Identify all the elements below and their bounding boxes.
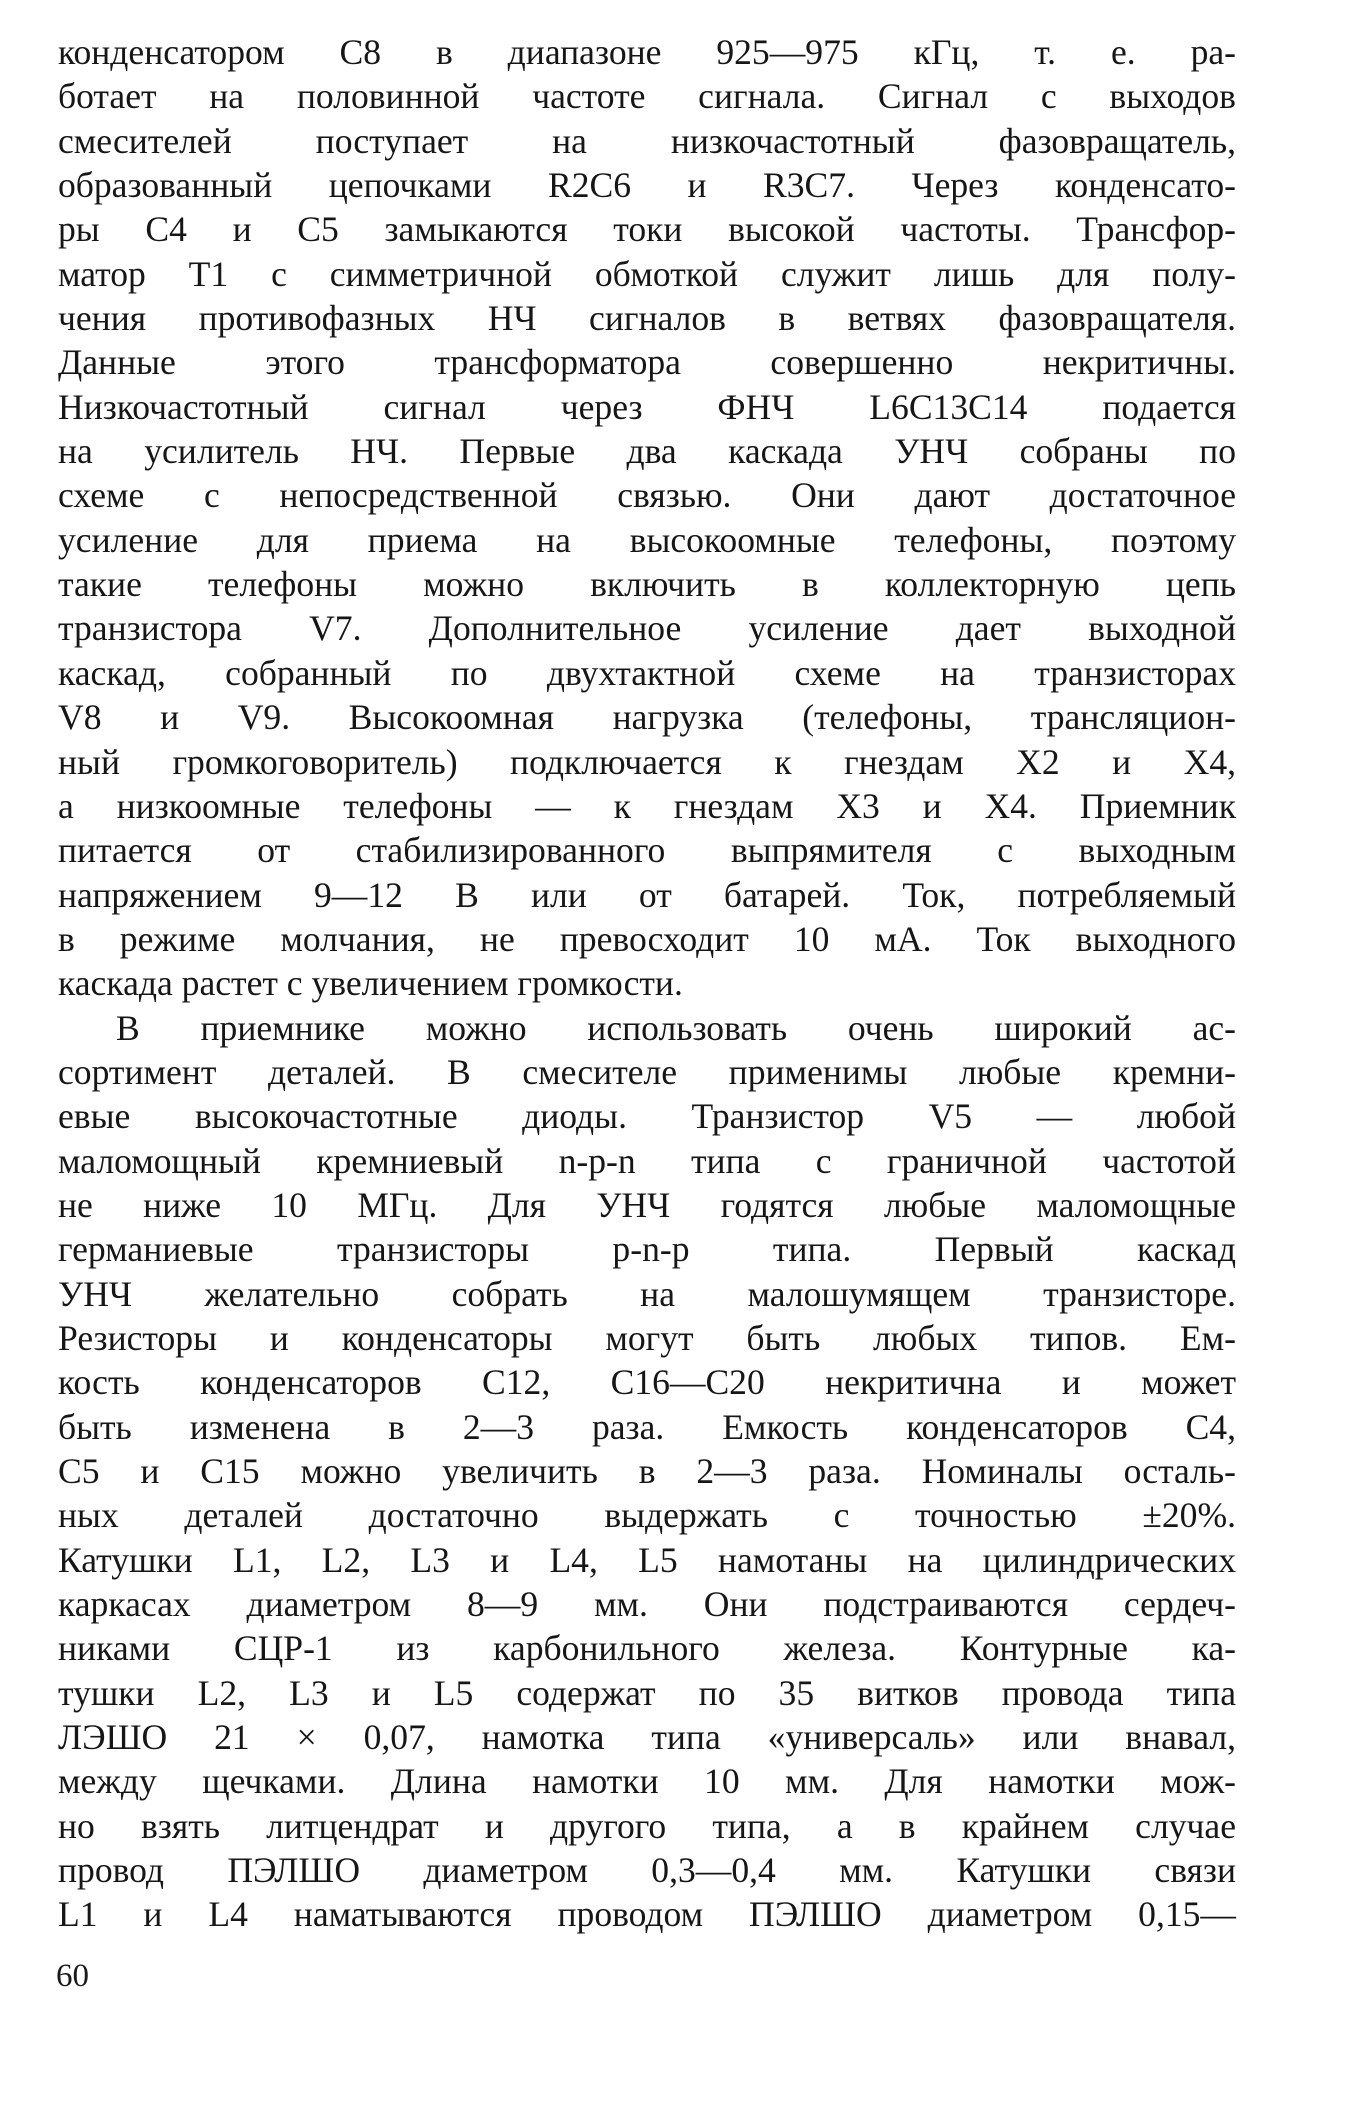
text-line: евые высокочастотные диоды. Транзистор V5 — любой <box>58 1096 1236 1137</box>
page-body <box>58 30 1236 1937</box>
text-line: быть изменена в 2—3 раза. Емкость конденсаторов С4, <box>58 1406 1236 1447</box>
text-line: между щечками. Длина намотки 10 мм. Для намотки мож- <box>58 1761 1236 1802</box>
text-line: УНЧ желательно собрать на малошумящем транзисторе. <box>58 1273 1236 1314</box>
text-line: схеме с непосредственной связью. Они дают достаточное <box>58 475 1236 516</box>
text-line: напряжением 9—12 В или от батарей. Ток, потребляемый <box>58 874 1236 915</box>
text-line: каскад, собранный по двухтактной схеме на транзисторах <box>58 652 1236 693</box>
text-line: на усилитель НЧ. Первые два каскада УНЧ собраны по <box>58 431 1236 472</box>
paragraph-2 <box>58 1006 1236 1937</box>
text-line: транзистора V7. Дополнительное усиление дает выходной <box>58 608 1236 649</box>
text-line: Данные этого трансформатора совершенно некритичны. <box>58 342 1236 383</box>
page-number: 60 <box>56 1958 89 1994</box>
text-line: а низкоомные телефоны — к гнездам X3 и X4. Приемник <box>58 785 1236 826</box>
text-line: ботает на половинной частоте сигнала. Сигнал с выходов <box>58 76 1236 117</box>
text-line: С5 и С15 можно увеличить в 2—3 раза. Номиналы осталь- <box>58 1451 1236 1491</box>
text-line: ЛЭШО 21 × 0,07, намотка типа «универсаль» или внавал, <box>58 1717 1236 1758</box>
text-line: в режиме молчания, не превосходит 10 мА. Ток выходного <box>58 918 1236 959</box>
text-line: кость конденсаторов С12, С16—С20 некритична и может <box>58 1362 1236 1403</box>
text-line: смесителей поступает на низкочастотный фазовращатель, <box>58 120 1236 161</box>
text-line: чения противофазных НЧ сигналов в ветвях фазовращателя. <box>58 298 1236 339</box>
text-line: образованный цепочками R2C6 и R3C7. Через конденсато- <box>58 165 1236 206</box>
text-line: усиление для приема на высокоомные телефоны, поэтому <box>58 519 1236 560</box>
text-line: конденсатором С8 в диапазоне 925—975 кГц, т. е. ра- <box>58 32 1236 72</box>
text-line: Резисторы и конденсаторы могут быть любых типов. Ем- <box>58 1317 1236 1358</box>
text-line: каркасах диаметром 8—9 мм. Они подстраиваются сердеч- <box>58 1584 1236 1625</box>
text-line: матор T1 с симметричной обмоткой служит лишь для полу- <box>58 253 1236 294</box>
text-line: тушки L2, L3 и L5 содержат по 35 витков провода типа <box>58 1672 1236 1713</box>
text-line: ный громкоговоритель) подключается к гнездам X2 и X4, <box>58 741 1236 782</box>
text-line: В приемнике можно использовать очень широкий ас- <box>116 1007 1236 1048</box>
text-line: не ниже 10 МГц. Для УНЧ годятся любые маломощные <box>58 1184 1236 1225</box>
text-line: L1 и L4 наматываются проводом ПЭЛШО диаметром 0,15— <box>58 1894 1236 1935</box>
text-line: такие телефоны можно включить в коллекторную цепь <box>58 564 1236 605</box>
text-line: но взять литцендрат и другого типа, а в крайнем случае <box>58 1805 1236 1846</box>
text-line: никами СЦР-1 из карбонильного железа. Контурные ка- <box>58 1628 1236 1669</box>
paragraph-1 <box>58 30 1236 1006</box>
text-line: ных деталей достаточно выдержать с точностью ±20%. <box>58 1495 1236 1536</box>
text-line: питается от стабилизированного выпрямителя с выходным <box>58 830 1236 871</box>
text-line: провод ПЭЛШО диаметром 0,3—0,4 мм. Катушки связи <box>58 1850 1236 1891</box>
text-line: ры С4 и С5 замыкаются токи высокой частоты. Трансфор- <box>58 209 1236 250</box>
text-line: сортимент деталей. В смесителе применимы любые кремни- <box>58 1051 1236 1092</box>
text-line: V8 и V9. Высокоомная нагрузка (телефоны, трансляцион- <box>58 697 1236 738</box>
text-line: каскада растет с увеличением громкости. <box>58 963 683 1004</box>
text-line: маломощный кремниевый n-p-n типа с граничной частотой <box>58 1140 1236 1181</box>
text-line: германиевые транзисторы p-n-p типа. Первый каскад <box>58 1229 1236 1270</box>
text-line: Катушки L1, L2, L3 и L4, L5 намотаны на цилиндрических <box>58 1539 1236 1580</box>
text-line: Низкочастотный сигнал через ФНЧ L6C13C14 подается <box>58 386 1236 427</box>
